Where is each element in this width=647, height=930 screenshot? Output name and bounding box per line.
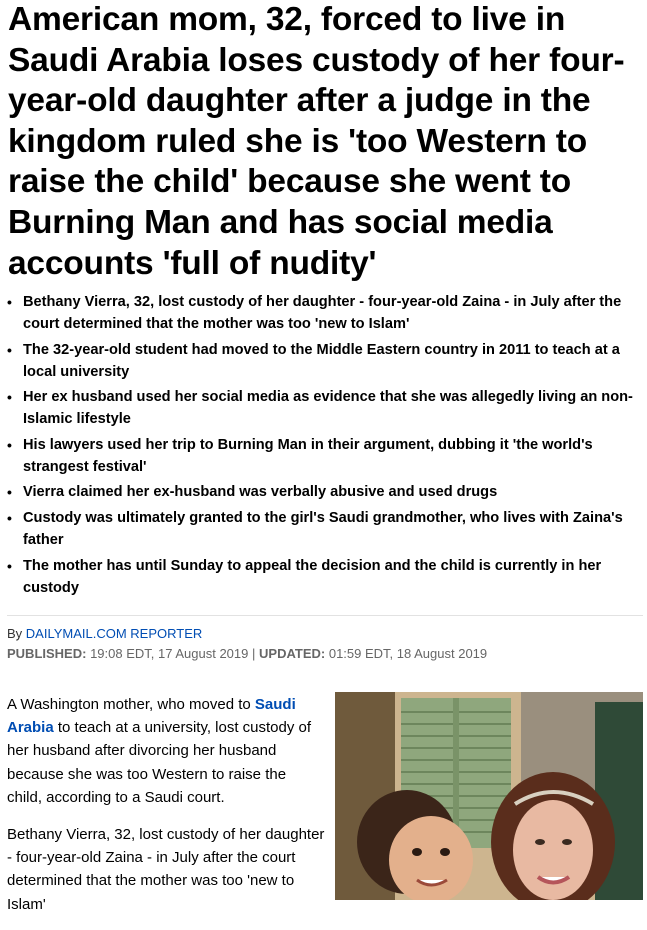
summary-bullet (6, 481, 636, 503)
summary-bullets (6, 291, 636, 602)
summary-bullet (6, 386, 636, 430)
paragraph-text: A Washington mother, who moved to (7, 696, 251, 713)
article-paragraph: Bethany Vierra, 32, lost custody of her daughter - four-year-old Zaina - in July after the court determined that the mother was too 'new to Islam' (7, 826, 325, 913)
summary-bullet (6, 555, 636, 599)
bullet-dot-icon: • (7, 509, 12, 526)
bullet-text: His lawyers used her trip to Burning Man in their argument, dubbing it 'the world's strangest festival' (23, 436, 593, 475)
publish-dates (7, 645, 487, 663)
bullet-text: Her ex husband used her social media as evidence that she was allegedly living an non-Islamic lifestyle (23, 389, 633, 428)
byline-divider (7, 615, 643, 616)
bullet-dot-icon: • (7, 294, 12, 310)
saudi-arabia-link[interactable]: Saudi Arabia (7, 696, 296, 737)
bullet-text: Vierra claimed her ex-husband was verbally abusive and used drugs (23, 484, 498, 501)
bullet-dot-icon: • (7, 341, 12, 358)
byline (7, 625, 202, 643)
updated-label: UPDATED: (259, 646, 326, 661)
bullet-text: The mother has until Sunday to appeal the decision and the child is currently in her custody (23, 557, 602, 596)
bullet-dot-icon: • (7, 484, 12, 501)
article-paragraph (7, 693, 325, 809)
updated-value: 01:59 EDT, 18 August 2019 (328, 646, 488, 661)
byline-prefix: By (7, 626, 23, 641)
bullet-text: Custody was ultimately granted to the girl's Saudi grandmother, who lives with Zaina's father (23, 509, 623, 548)
article-body (7, 693, 325, 930)
bullet-dot-icon: • (7, 436, 12, 453)
published-label: PUBLISHED: (7, 646, 87, 661)
photo-mother-and-daughter-icon (335, 692, 643, 900)
bullet-dot-icon: • (7, 557, 12, 574)
bullet-dot-icon: • (7, 389, 12, 406)
summary-bullet (6, 507, 636, 551)
summary-bullet (6, 434, 636, 478)
article-photo[interactable] (335, 692, 643, 900)
dates-separator: | (252, 646, 256, 661)
summary-bullet (6, 291, 636, 335)
article-headline: American mom, 32, forced to live in Saudi Arabia loses custody of her four-year-old daughter after a judge in the kingdom ruled she is 'too Western to raise the child' because she went to Burning Man and has social media accounts 'full of nudity' (8, 1, 625, 282)
bullet-text: Bethany Vierra, 32, lost custody of her daughter - four-year-old Zaina - in July after the court determined that the mother was too 'new to Islam' (23, 294, 622, 332)
summary-bullet (6, 339, 636, 383)
bullet-text: The 32-year-old student had moved to the Middle Eastern country in 2011 to teach at a local university (23, 341, 620, 380)
published-value: 19:08 EDT, 17 August 2019 (90, 646, 249, 661)
paragraph-text: to teach at a university, lost custody of her husband after divorcing her husband because she was too Western to raise the child, according to a Saudi court. (7, 719, 312, 806)
author-link[interactable]: DAILYMAIL.COM REPORTER (25, 626, 203, 641)
